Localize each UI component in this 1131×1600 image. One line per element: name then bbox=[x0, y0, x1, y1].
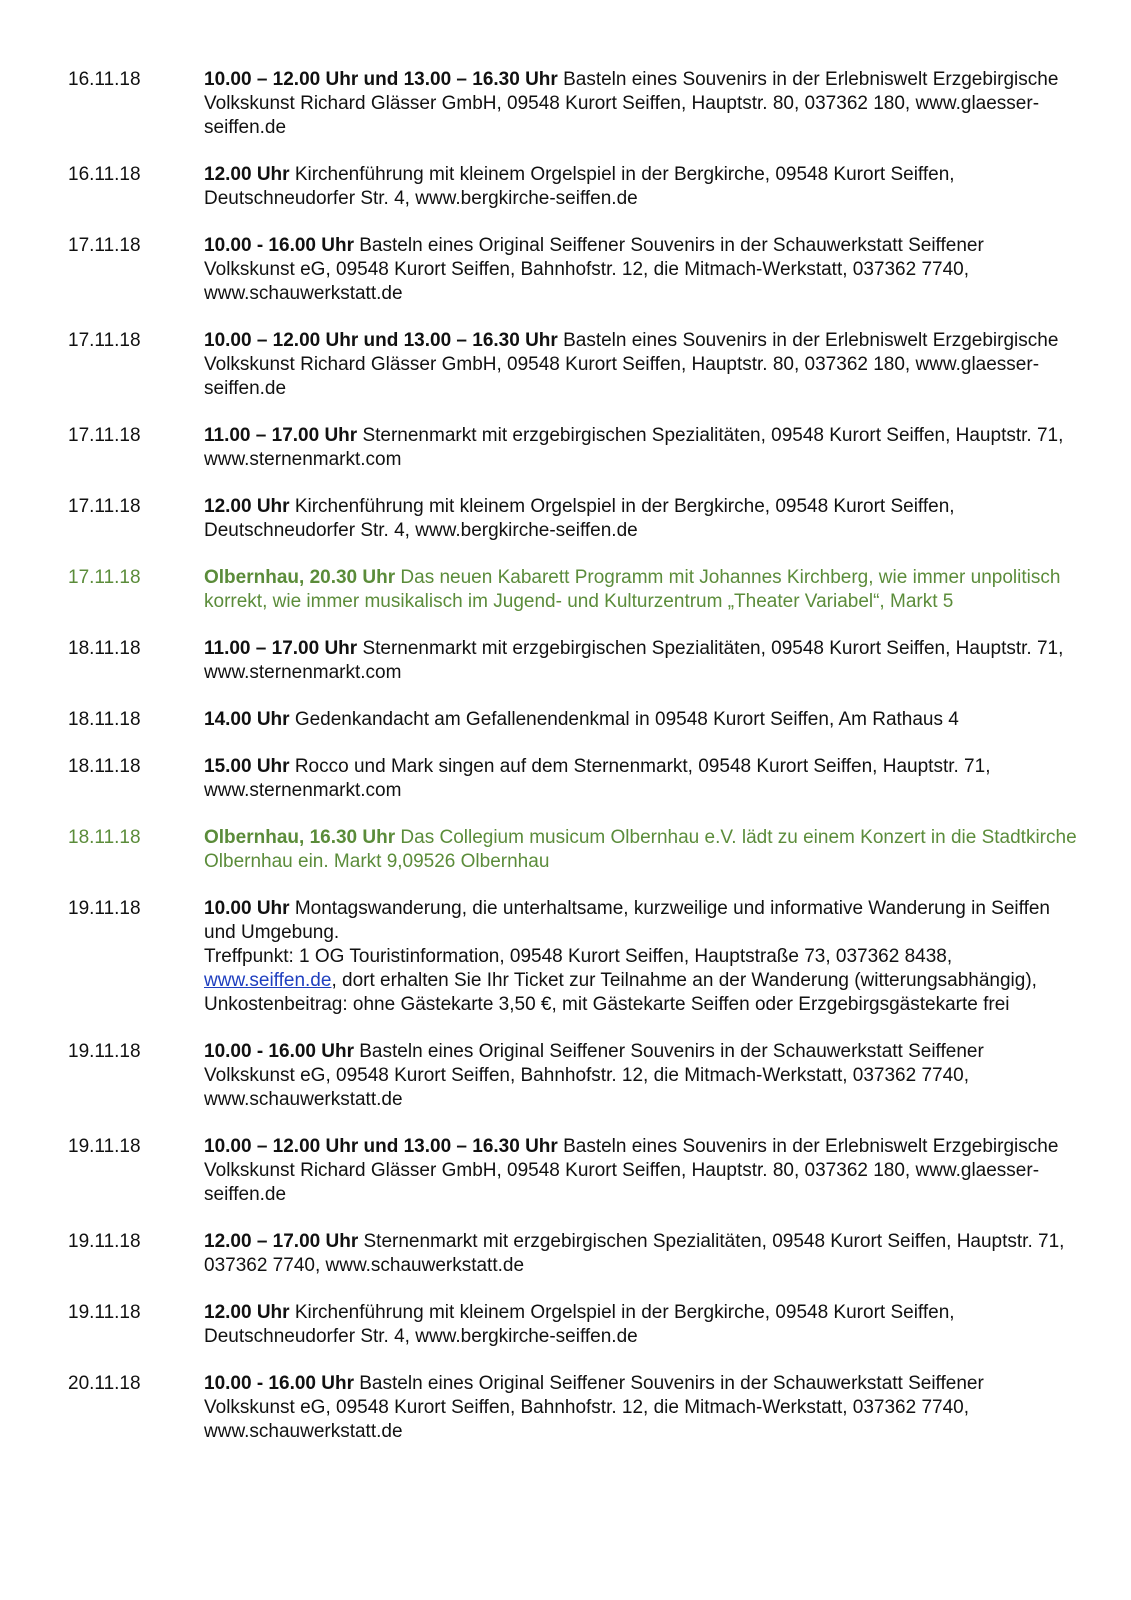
event-date: 19.11.18 bbox=[68, 1041, 141, 1062]
event-main-text bbox=[204, 1372, 1078, 1444]
event-text: Kirchenführung mit kleinem Orgelspiel in der Bergkirche, 09548 Kurort Seiffen, Deutschneudorfer Str. 4, www.bergkirche-seiffen.de bbox=[204, 1302, 955, 1347]
event-text: Basteln eines Original Seiffener Souvenirs in der Schauwerkstatt Seiffener Volkskunst eG, 09548 Kurort Seiffen, Bahnhofstr. 12, die Mitmach-Werkstatt, 037362 7740, www.schauwerkstatt.de bbox=[204, 1041, 984, 1110]
event-entry bbox=[68, 826, 1078, 874]
event-text: Basteln eines Souvenirs in der Erlebniswelt Erzgebirgische Volkskunst Richard Glässer GmbH, 09548 Kurort Seiffen, Hauptstr. 80, 037362 180, www.glaesser-seiffen.de bbox=[204, 330, 1059, 399]
event-date: 20.11.18 bbox=[68, 1373, 141, 1394]
event-date: 17.11.18 bbox=[68, 425, 141, 446]
event-description bbox=[204, 897, 1078, 1017]
event-date: 16.11.18 bbox=[68, 164, 141, 185]
event-list bbox=[68, 68, 1078, 1467]
event-text: Sternenmarkt mit erzgebirgischen Spezialitäten, 09548 Kurort Seiffen, Hauptstr. 71, 037362 7740, www.schauwerkstatt.de bbox=[204, 1231, 1065, 1276]
event-time: 10.00 – 12.00 Uhr und 13.00 – 16.30 Uhr bbox=[204, 330, 558, 351]
event-date: 19.11.18 bbox=[68, 898, 141, 919]
event-description bbox=[204, 1040, 1078, 1112]
event-time: 14.00 Uhr bbox=[204, 709, 290, 730]
event-description bbox=[204, 826, 1078, 874]
event-description bbox=[204, 234, 1078, 306]
event-description bbox=[204, 68, 1078, 140]
event-text: Gedenkandacht am Gefallenendenkmal in 09548 Kurort Seiffen, Am Rathaus 4 bbox=[289, 709, 959, 730]
event-description bbox=[204, 566, 1078, 614]
event-main-text bbox=[204, 329, 1078, 401]
event-time: 12.00 – 17.00 Uhr bbox=[204, 1231, 359, 1252]
event-entry bbox=[68, 1301, 1078, 1349]
event-text: Basteln eines Souvenirs in der Erlebniswelt Erzgebirgische Volkskunst Richard Glässer GmbH, 09548 Kurort Seiffen, Hauptstr. 80, 037362 180, www.glaesser-seiffen.de bbox=[204, 1136, 1059, 1205]
event-time: 10.00 - 16.00 Uhr bbox=[204, 235, 354, 256]
event-main-text bbox=[204, 637, 1078, 685]
seiffen-website-link[interactable]: www.seiffen.de bbox=[204, 970, 332, 991]
event-description bbox=[204, 1301, 1078, 1349]
event-time: 11.00 – 17.00 Uhr bbox=[204, 638, 358, 659]
event-entry bbox=[68, 1372, 1078, 1444]
event-description bbox=[204, 329, 1078, 401]
event-date: 17.11.18 bbox=[68, 330, 141, 351]
event-date: 19.11.18 bbox=[68, 1302, 141, 1323]
event-main-text bbox=[204, 68, 1078, 140]
event-text: Montagswanderung, die unterhaltsame, kurzweilige und informative Wanderung in Seiffen und Umgebung. bbox=[204, 898, 1050, 943]
event-date: 17.11.18 bbox=[68, 235, 141, 256]
event-entry bbox=[68, 566, 1078, 614]
event-time: 10.00 - 16.00 Uhr bbox=[204, 1041, 354, 1062]
event-time: 10.00 – 12.00 Uhr und 13.00 – 16.30 Uhr bbox=[204, 69, 558, 90]
event-date: 17.11.18 bbox=[68, 496, 141, 517]
event-entry bbox=[68, 329, 1078, 401]
meeting-point-text: Treffpunkt: 1 OG Touristinformation, 09548 Kurort Seiffen, Hauptstraße 73, 037362 8438, bbox=[204, 946, 953, 967]
event-main-text bbox=[204, 897, 1078, 945]
event-time: Olbernhau, 20.30 Uhr bbox=[204, 567, 396, 588]
event-main-text bbox=[204, 495, 1078, 543]
event-main-text bbox=[204, 826, 1078, 874]
event-time: 12.00 Uhr bbox=[204, 164, 290, 185]
event-text: Sternenmarkt mit erzgebirgischen Spezialitäten, 09548 Kurort Seiffen, Hauptstr. 71, www.sternenmarkt.com bbox=[204, 638, 1064, 683]
event-date: 18.11.18 bbox=[68, 638, 141, 659]
event-description bbox=[204, 1135, 1078, 1207]
meeting-point-details: , dort erhalten Sie Ihr Ticket zur Teilnahme an der Wanderung (witterungsabhängig), Unkostenbeitrag: ohne Gästekarte 3,50 €, mit Gästekarte Seiffen oder Erzgebirgsgästekarte frei bbox=[204, 970, 1037, 1015]
event-text: Rocco und Mark singen auf dem Sternenmarkt, 09548 Kurort Seiffen, Hauptstr. 71, www.sternenmarkt.com bbox=[204, 756, 991, 801]
event-text: Kirchenführung mit kleinem Orgelspiel in der Bergkirche, 09548 Kurort Seiffen, Deutschneudorfer Str. 4, www.bergkirche-seiffen.de bbox=[204, 164, 955, 209]
event-entry bbox=[68, 1230, 1078, 1278]
event-time: 12.00 Uhr bbox=[204, 1302, 290, 1323]
event-main-text bbox=[204, 566, 1078, 614]
event-meeting-point bbox=[204, 945, 1078, 1017]
event-text: Das Collegium musicum Olbernhau e.V. lädt zu einem Konzert in die Stadtkirche Olbernhau ein. Markt 9,09526 Olbernhau bbox=[204, 827, 1077, 872]
event-date: 16.11.18 bbox=[68, 69, 141, 90]
event-date: 18.11.18 bbox=[68, 827, 141, 848]
event-text: Basteln eines Original Seiffener Souvenirs in der Schauwerkstatt Seiffener Volkskunst eG, 09548 Kurort Seiffen, Bahnhofstr. 12, die Mitmach-Werkstatt, 037362 7740, www.schauwerkstatt.de bbox=[204, 235, 984, 304]
event-time: 15.00 Uhr bbox=[204, 756, 290, 777]
event-entry bbox=[68, 163, 1078, 211]
event-main-text bbox=[204, 424, 1078, 472]
event-date: 19.11.18 bbox=[68, 1136, 141, 1157]
event-time: 10.00 - 16.00 Uhr bbox=[204, 1373, 354, 1394]
event-text: Kirchenführung mit kleinem Orgelspiel in der Bergkirche, 09548 Kurort Seiffen, Deutschneudorfer Str. 4, www.bergkirche-seiffen.de bbox=[204, 496, 955, 541]
event-date: 18.11.18 bbox=[68, 756, 141, 777]
event-description bbox=[204, 637, 1078, 685]
event-text: Basteln eines Souvenirs in der Erlebniswelt Erzgebirgische Volkskunst Richard Glässer GmbH, 09548 Kurort Seiffen, Hauptstr. 80, 037362 180, www.glaesser-seiffen.de bbox=[204, 69, 1059, 138]
event-text: Basteln eines Original Seiffener Souvenirs in der Schauwerkstatt Seiffener Volkskunst eG, 09548 Kurort Seiffen, Bahnhofstr. 12, die Mitmach-Werkstatt, 037362 7740, www.schauwerkstatt.de bbox=[204, 1373, 984, 1442]
event-text: Das neuen Kabarett Programm mit Johannes Kirchberg, wie immer unpolitisch korrekt, wie immer musikalisch im Jugend- und Kulturzentrum „Theater Variabel“, Markt 5 bbox=[204, 567, 1061, 612]
event-description bbox=[204, 1372, 1078, 1444]
event-time: 11.00 – 17.00 Uhr bbox=[204, 425, 358, 446]
event-time: 10.00 – 12.00 Uhr und 13.00 – 16.30 Uhr bbox=[204, 1136, 558, 1157]
event-entry bbox=[68, 708, 1078, 732]
event-date: 17.11.18 bbox=[68, 567, 141, 588]
event-description bbox=[204, 1230, 1078, 1278]
event-description bbox=[204, 708, 1078, 732]
event-description bbox=[204, 495, 1078, 543]
event-entry bbox=[68, 755, 1078, 803]
event-time: 12.00 Uhr bbox=[204, 496, 290, 517]
event-entry bbox=[68, 495, 1078, 543]
event-date: 19.11.18 bbox=[68, 1231, 141, 1252]
event-description bbox=[204, 424, 1078, 472]
event-entry bbox=[68, 897, 1078, 1017]
event-entry bbox=[68, 1040, 1078, 1112]
event-date: 18.11.18 bbox=[68, 709, 141, 730]
event-entry bbox=[68, 637, 1078, 685]
event-main-text bbox=[204, 1040, 1078, 1112]
event-time: 10.00 Uhr bbox=[204, 898, 290, 919]
event-description bbox=[204, 163, 1078, 211]
event-main-text bbox=[204, 1301, 1078, 1349]
event-entry bbox=[68, 1135, 1078, 1207]
event-entry bbox=[68, 68, 1078, 140]
event-entry bbox=[68, 234, 1078, 306]
event-main-text bbox=[204, 234, 1078, 306]
event-text: Sternenmarkt mit erzgebirgischen Spezialitäten, 09548 Kurort Seiffen, Hauptstr. 71, www.sternenmarkt.com bbox=[204, 425, 1064, 470]
event-main-text bbox=[204, 755, 1078, 803]
event-description bbox=[204, 755, 1078, 803]
event-main-text bbox=[204, 1135, 1078, 1207]
event-main-text bbox=[204, 708, 1078, 732]
event-entry bbox=[68, 424, 1078, 472]
event-main-text bbox=[204, 163, 1078, 211]
event-time: Olbernhau, 16.30 Uhr bbox=[204, 827, 396, 848]
event-main-text bbox=[204, 1230, 1078, 1278]
